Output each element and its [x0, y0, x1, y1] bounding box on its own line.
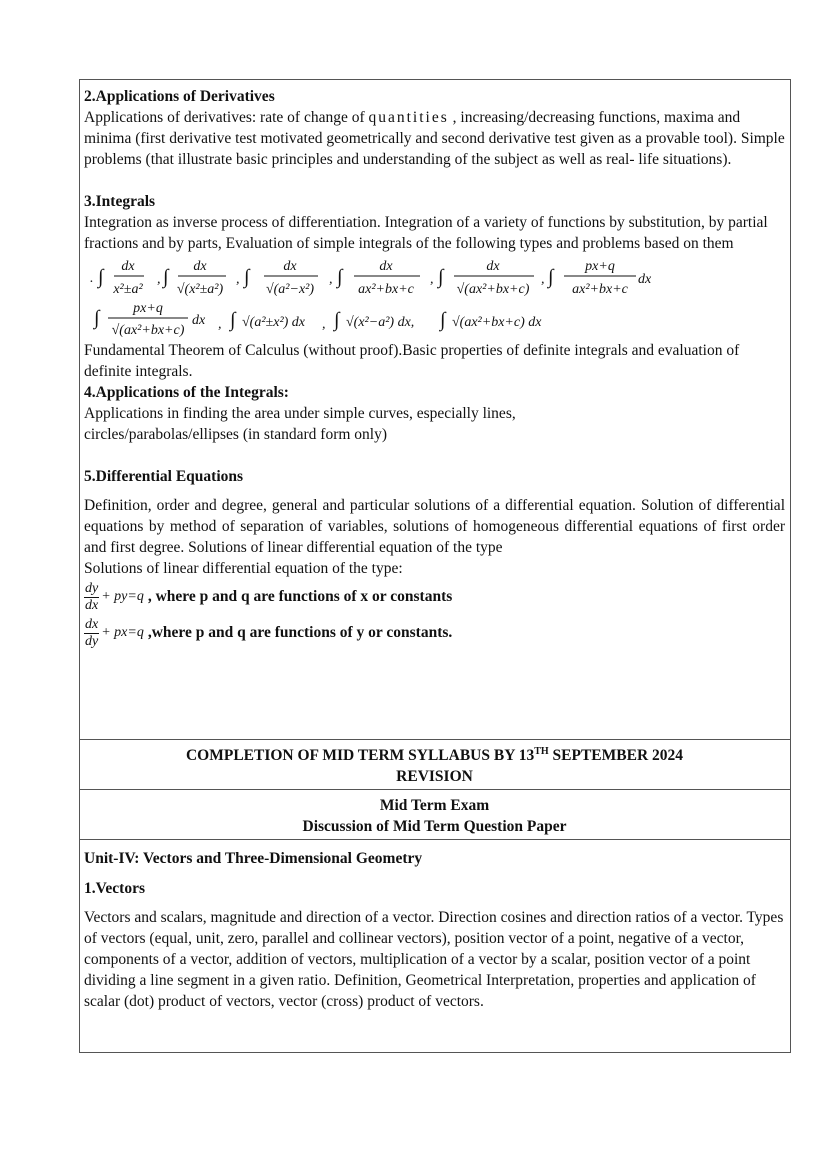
integral-1-num: dx [121, 259, 135, 274]
svg-text:∫: ∫ [548, 266, 554, 288]
completion-line-1: COMPLETION OF MID TERM SYLLABUS BY 13TH SEPTEMBER 2024 [185, 745, 684, 764]
section-heading-applications-of-derivatives: 2.Applications of Derivatives [84, 88, 275, 105]
section-body-differential-equations: Definition, order and degree, general and particular solutions of a differential equation. Solution of differential equations by method of separation of variables, solutions of homogeneous differential equations of first order and first degree. Solutions of linear differential equation of the type [84, 497, 785, 556]
svg-text:∫: ∫ [230, 309, 236, 331]
section-heading-vectors: 1.Vectors [84, 880, 145, 897]
svg-text:∫: ∫ [163, 266, 169, 288]
midterm-cell [80, 790, 790, 840]
svg-text:∫: ∫ [438, 266, 444, 288]
section-body-linear-de: Solutions of linear differential equation of the type: [84, 560, 403, 577]
svg-text:,: , [541, 272, 545, 287]
integral-7-dx: dx [192, 313, 206, 328]
integral-7-num: px+q [133, 301, 163, 316]
integral-formulas-row-2 [84, 300, 785, 340]
midterm-line-1: Mid Term Exam [379, 797, 490, 814]
eq2-fraction: $\frac{dx}{dy}$ [85, 616, 99, 649]
integral-7-den: √(ax²+bx+c) [111, 323, 185, 338]
svg-text:,: , [430, 272, 434, 287]
integral-2-num: dx [193, 259, 207, 274]
svg-text:∫: ∫ [337, 266, 343, 288]
integral-6-dx: dx [638, 272, 652, 287]
integral-2-den: √(x²±a²) [176, 282, 224, 297]
svg-text:,: , [218, 317, 222, 332]
integral-3-den: √(a²−x²) [265, 282, 315, 297]
eq1-fraction: $\frac{dy}{dx}$ [85, 580, 99, 613]
linear-de-equation-2: $\frac{dx}{dy}$ + px=q ,where p and q are functions of y or constants. [85, 616, 453, 649]
integral-4-num: dx [379, 259, 393, 274]
svg-text:∫: ∫ [440, 309, 446, 331]
integral-5-num: dx [486, 259, 500, 274]
section-heading-integrals: 3.Integrals [84, 193, 156, 210]
integral-8: √(a²±x²) dx [242, 315, 306, 330]
section-heading-applications-of-integrals: 4.Applications of the Integrals: [84, 384, 289, 401]
section-body-integrals: Integration as inverse process of differentiation. Integration of a variety of functions by substitution, by partial fractions and by parts, Evaluation of simple integrals of the following types and problems based on them [84, 214, 768, 252]
svg-text:,: , [236, 272, 240, 287]
svg-text:∫: ∫ [244, 266, 250, 288]
integral-10: √(ax²+bx+c) dx [452, 315, 542, 330]
integral-formulas-row-1 [84, 254, 785, 300]
svg-text:.: . [90, 271, 94, 286]
svg-text:∫: ∫ [98, 266, 104, 288]
syllabus-table [79, 79, 791, 1053]
integral-4-den: ax²+bx+c [358, 282, 414, 297]
svg-text:,: , [329, 272, 333, 287]
completion-cell [80, 740, 790, 790]
integral-3-num: dx [283, 259, 297, 274]
unit-iv-cell [80, 840, 790, 1052]
linear-de-equation-1: $\frac{dy}{dx}$ + py=q , where p and q are functions of x or constants [85, 580, 453, 613]
svg-text:,: , [157, 272, 161, 287]
svg-text:∫: ∫ [334, 309, 340, 331]
section-body-integrals-definite: Fundamental Theorem of Calculus (without proof).Basic properties of definite integrals and evaluation of definite integrals. [84, 342, 740, 380]
integral-1-den: x²±a² [113, 282, 143, 297]
section-body-applications-of-derivatives: Applications of derivatives: rate of change of quantities , increasing/decreasing functions, maxima and minima (first derivative test motivated geometrically and second derivative test given as a provable tool). Simple problems (that illustrate basic principles and understanding of the subject as well as real- life situations). [84, 109, 785, 168]
section-body-applications-of-integrals: Applications in finding the area under simple curves, especially lines, circles/parabolas/ellipses (in standard form only) [84, 405, 516, 443]
svg-text:,: , [322, 317, 326, 332]
integral-5-den: √(ax²+bx+c) [456, 282, 530, 297]
section-heading-differential-equations: 5.Differential Equations [84, 468, 244, 485]
integral-9: √(x²−a²) dx, [346, 315, 415, 330]
unit-iv-heading: Unit-IV: Vectors and Three-Dimensional Geometry [84, 850, 423, 867]
integral-6-num: px+q [585, 259, 615, 274]
section-body-vectors: Vectors and scalars, magnitude and direction of a vector. Direction cosines and direction ratios of a vector. Types of vectors (equal, unit, zero, parallel and collinear vectors), position vector of a point, negative of a vector, components of a vector, addition of vectors, multiplication of a vector by a scalar, position vector of a point dividing a line segment in a given ratio. Definition, Geometrical Interpretation, properties and application of scalar (dot) product of vectors, vector (cross) product of vectors. [84, 909, 784, 1010]
integral-6-den: ax²+bx+c [572, 282, 628, 297]
completion-line-2: REVISION [396, 768, 473, 785]
svg-text:∫: ∫ [94, 307, 100, 329]
syllabus-cell-calculus [80, 80, 790, 740]
midterm-line-2: Discussion of Mid Term Question Paper [302, 818, 567, 835]
